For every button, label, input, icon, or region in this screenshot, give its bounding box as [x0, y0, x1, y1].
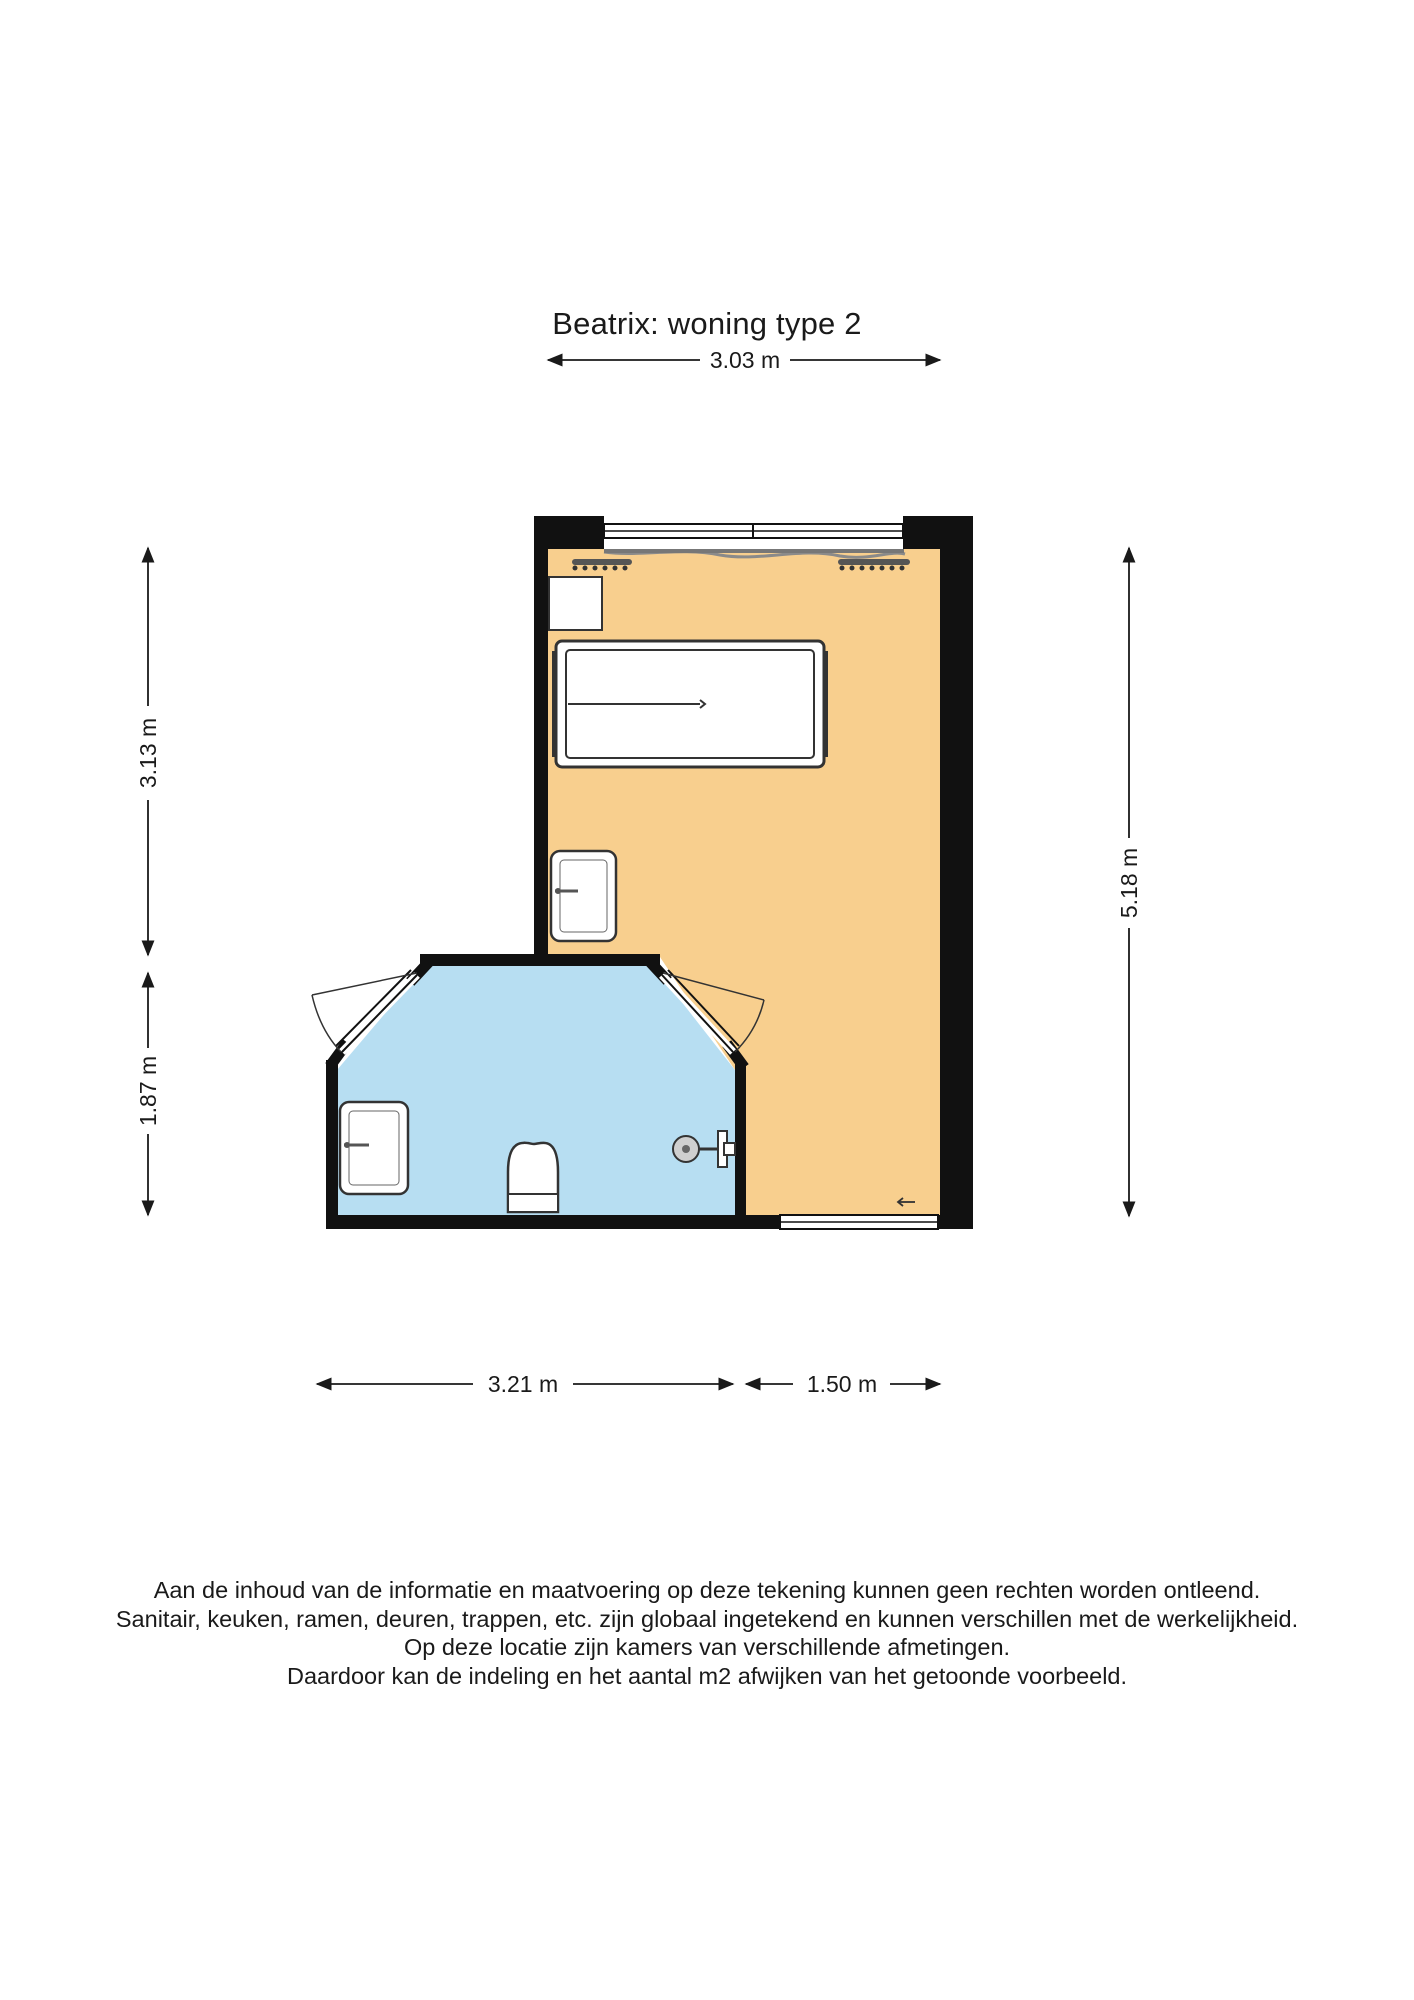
- dimension-left-upper: 3.13 m: [135, 717, 161, 789]
- disclaimer-line: Sanitair, keuken, ramen, deuren, trappen, etc. zijn globaal ingetekend en kunnen verschillen met de werkelijkheid.: [115, 1605, 1299, 1632]
- plan-title: Beatrix: woning type 2: [552, 306, 862, 341]
- sink-icon: [340, 1102, 408, 1194]
- dimension-top-width: 3.03 m: [709, 347, 781, 373]
- bed-icon: [554, 641, 826, 767]
- toilet-icon: [508, 1143, 558, 1212]
- window-icon: [780, 1215, 938, 1229]
- disclaimer-line: Op deze locatie zijn kamers van verschillende afmetingen.: [403, 1634, 1011, 1660]
- disclaimer-line: Daardoor kan de indeling en het aantal m2 afwijken van het getoonde voorbeeld.: [286, 1662, 1128, 1689]
- window-icon: [604, 524, 903, 538]
- dimension-right-height: 5.18 m: [1116, 847, 1142, 919]
- dimension-bottom-left: 3.21 m: [487, 1371, 559, 1397]
- disclaimer-line: Aan de inhoud van de informatie en maatvoering op deze tekening kunnen geen rechten worden ontleend.: [153, 1577, 1261, 1603]
- dimension-left-lower: 1.87 m: [135, 1055, 161, 1127]
- disclaimer: [0, 1576, 1414, 1690]
- sink-icon: [551, 851, 616, 941]
- dimension-bottom-right: 1.50 m: [806, 1371, 878, 1397]
- nightstand-icon: [549, 577, 602, 630]
